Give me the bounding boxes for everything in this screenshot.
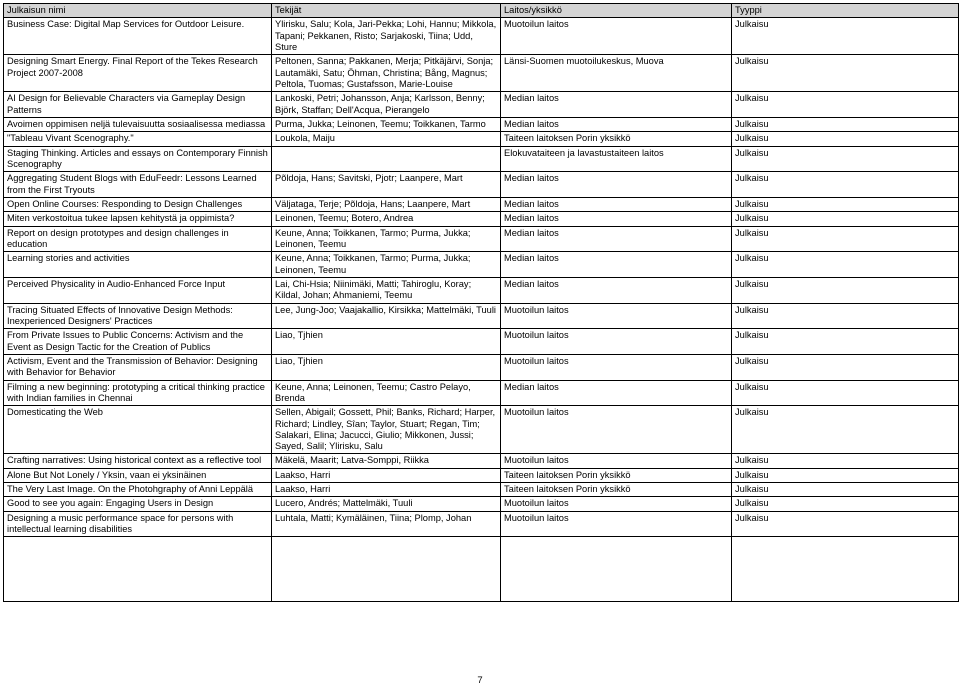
department-cell: Median laitos — [501, 117, 732, 131]
type-cell: Julkaisu — [732, 132, 959, 146]
authors-cell: Liao, Tjhien — [272, 354, 501, 380]
table-row — [4, 146, 959, 172]
table-row — [4, 172, 959, 198]
department-cell: Taiteen laitoksen Porin yksikkö — [501, 468, 732, 482]
department-cell: Median laitos — [501, 172, 732, 198]
type-cell: Julkaisu — [732, 197, 959, 211]
header-title: Julkaisun nimi — [4, 4, 272, 18]
page-number: 7 — [477, 675, 483, 686]
department-cell: Muotoilun laitos — [501, 18, 732, 55]
table-row — [4, 18, 959, 55]
authors-cell: Põldoja, Hans; Savitski, Pjotr; Laanpere, Mart — [272, 172, 501, 198]
department-cell: Muotoilun laitos — [501, 497, 732, 511]
type-cell — [732, 537, 959, 602]
type-cell: Julkaisu — [732, 277, 959, 303]
table-row — [4, 226, 959, 252]
title-cell: Activism, Event and the Transmission of Behavior: Designing with Behavior for Behavior — [4, 354, 272, 380]
table-row — [4, 537, 959, 602]
department-cell: Median laitos — [501, 252, 732, 278]
table-row — [4, 483, 959, 497]
title-cell: Aggregating Student Blogs with EduFeedr: Lessons Learned from the First Tryouts — [4, 172, 272, 198]
authors-cell: Mäkelä, Maarit; Latva-Somppi, Riikka — [272, 454, 501, 468]
title-cell: Avoimen oppimisen neljä tulevaisuutta sosiaalisessa mediassa — [4, 117, 272, 131]
authors-cell: Peltonen, Sanna; Pakkanen, Merja; Pitkäjärvi, Sonja; Lautamäki, Satu; Öhman, Christina; Bång, Magnus; Peltola, Tuomas; Gustafsson, Marie-Louise — [272, 55, 501, 92]
table-row — [4, 406, 959, 454]
authors-cell: Laakso, Harri — [272, 468, 501, 482]
table-row — [4, 92, 959, 118]
table-row — [4, 252, 959, 278]
type-cell: Julkaisu — [732, 380, 959, 406]
department-cell: Muotoilun laitos — [501, 454, 732, 468]
title-cell: Perceived Physicality in Audio-Enhanced Force Input — [4, 277, 272, 303]
title-cell: Learning stories and activities — [4, 252, 272, 278]
title-cell — [4, 537, 272, 602]
type-cell: Julkaisu — [732, 172, 959, 198]
authors-cell: Laakso, Harri — [272, 483, 501, 497]
department-cell: Elokuvataiteen ja lavastustaiteen laitos — [501, 146, 732, 172]
department-cell: Median laitos — [501, 380, 732, 406]
department-cell: Median laitos — [501, 277, 732, 303]
table-row — [4, 454, 959, 468]
table-row — [4, 468, 959, 482]
table-row — [4, 277, 959, 303]
title-cell: Designing Smart Energy. Final Report of the Tekes Research Project 2007-2008 — [4, 55, 272, 92]
table-row — [4, 55, 959, 92]
department-cell: Taiteen laitoksen Porin yksikkö — [501, 483, 732, 497]
table-header-row — [4, 4, 959, 18]
department-cell: Median laitos — [501, 92, 732, 118]
department-cell: Muotoilun laitos — [501, 303, 732, 329]
authors-cell: Sellen, Abigail; Gossett, Phil; Banks, Richard; Harper, Richard; Lindley, Sîan; Taylor, Stuart; Regan, Tim; Salakari, Elina; Jacucci, Giulio; Mikkonen, Jussi; Sayed, Salil; Ylirisku, Salu — [272, 406, 501, 454]
title-cell: Staging Thinking. Articles and essays on Contemporary Finnish Scenography — [4, 146, 272, 172]
authors-cell: Keune, Anna; Leinonen, Teemu; Castro Pelayo, Brenda — [272, 380, 501, 406]
table-row — [4, 132, 959, 146]
department-cell: Median laitos — [501, 212, 732, 226]
department-cell: Median laitos — [501, 197, 732, 211]
type-cell: Julkaisu — [732, 483, 959, 497]
type-cell: Julkaisu — [732, 146, 959, 172]
table-row — [4, 511, 959, 537]
authors-cell: Ylirisku, Salu; Kola, Jari-Pekka; Lohi, Hannu; Mikkola, Tapani; Pekkanen, Risto; Sarjakoski, Tiina; Udd, Sture — [272, 18, 501, 55]
authors-cell — [272, 146, 501, 172]
type-cell: Julkaisu — [732, 303, 959, 329]
department-cell: Länsi-Suomen muotoilukeskus, Muova — [501, 55, 732, 92]
type-cell: Julkaisu — [732, 497, 959, 511]
type-cell: Julkaisu — [732, 212, 959, 226]
authors-cell: Luhtala, Matti; Kymäläinen, Tiina; Plomp, Johan — [272, 511, 501, 537]
title-cell: From Private Issues to Public Concerns: Activism and the Event as Design Tactic for the Creation of Publics — [4, 329, 272, 355]
table-row — [4, 117, 959, 131]
title-cell: Alone But Not Lonely / Yksin, vaan ei yksinäinen — [4, 468, 272, 482]
authors-cell: Lankoski, Petri; Johansson, Anja; Karlsson, Benny; Björk, Staffan; Dell'Acqua, Pierangelo — [272, 92, 501, 118]
type-cell: Julkaisu — [732, 117, 959, 131]
type-cell: Julkaisu — [732, 92, 959, 118]
authors-cell: Leinonen, Teemu; Botero, Andrea — [272, 212, 501, 226]
authors-cell: Lucero, Andrés; Mattelmäki, Tuuli — [272, 497, 501, 511]
title-cell: Crafting narratives: Using historical context as a reflective tool — [4, 454, 272, 468]
title-cell: Report on design prototypes and design challenges in education — [4, 226, 272, 252]
type-cell: Julkaisu — [732, 55, 959, 92]
authors-cell: Keune, Anna; Toikkanen, Tarmo; Purma, Jukka; Leinonen, Teemu — [272, 226, 501, 252]
title-cell: Open Online Courses: Responding to Design Challenges — [4, 197, 272, 211]
title-cell: AI Design for Believable Characters via Gameplay Design Patterns — [4, 92, 272, 118]
authors-cell: Keune, Anna; Toikkanen, Tarmo; Purma, Jukka; Leinonen, Teemu — [272, 252, 501, 278]
department-cell: Muotoilun laitos — [501, 406, 732, 454]
type-cell: Julkaisu — [732, 354, 959, 380]
header-department: Laitos/yksikkö — [501, 4, 732, 18]
authors-cell: Purma, Jukka; Leinonen, Teemu; Toikkanen, Tarmo — [272, 117, 501, 131]
authors-cell: Loukola, Maiju — [272, 132, 501, 146]
title-cell: Miten verkostoitua tukee lapsen kehitystä ja oppimista? — [4, 212, 272, 226]
authors-cell: Lee, Jung-Joo; Vaajakallio, Kirsikka; Mattelmäki, Tuuli — [272, 303, 501, 329]
publications-table — [3, 3, 959, 602]
table-row — [4, 497, 959, 511]
type-cell: Julkaisu — [732, 468, 959, 482]
title-cell: Good to see you again: Engaging Users in Design — [4, 497, 272, 511]
title-cell: Tracing Situated Effects of Innovative Design Methods: Inexperienced Designers' Practices — [4, 303, 272, 329]
type-cell: Julkaisu — [732, 454, 959, 468]
type-cell: Julkaisu — [732, 329, 959, 355]
department-cell: Taiteen laitoksen Porin yksikkö — [501, 132, 732, 146]
authors-cell: Lai, Chi-Hsia; Niinimäki, Matti; Tahiroglu, Koray; Kildal, Johan; Ahmaniemi, Teemu — [272, 277, 501, 303]
type-cell: Julkaisu — [732, 226, 959, 252]
department-cell: Muotoilun laitos — [501, 329, 732, 355]
department-cell: Median laitos — [501, 226, 732, 252]
table-row — [4, 212, 959, 226]
authors-cell: Liao, Tjhien — [272, 329, 501, 355]
title-cell: Domesticating the Web — [4, 406, 272, 454]
type-cell: Julkaisu — [732, 511, 959, 537]
header-authors: Tekijät — [272, 4, 501, 18]
title-cell: Filming a new beginning: prototyping a critical thinking practice with Indian families in Chennai — [4, 380, 272, 406]
authors-cell: Väljataga, Terje; Põldoja, Hans; Laanpere, Mart — [272, 197, 501, 211]
department-cell: Muotoilun laitos — [501, 354, 732, 380]
header-type: Tyyppi — [732, 4, 959, 18]
department-cell — [501, 537, 732, 602]
authors-cell — [272, 537, 501, 602]
title-cell: Designing a music performance space for persons with intellectual learning disabilities — [4, 511, 272, 537]
title-cell: Business Case: Digital Map Services for Outdoor Leisure. — [4, 18, 272, 55]
type-cell: Julkaisu — [732, 18, 959, 55]
type-cell: Julkaisu — [732, 252, 959, 278]
title-cell: The Very Last Image. On the Photohgraphy of Anni Leppälä — [4, 483, 272, 497]
department-cell: Muotoilun laitos — [501, 511, 732, 537]
table-row — [4, 197, 959, 211]
table-row — [4, 354, 959, 380]
table-row — [4, 329, 959, 355]
title-cell: "Tableau Vivant Scenography." — [4, 132, 272, 146]
table-row — [4, 303, 959, 329]
type-cell: Julkaisu — [732, 406, 959, 454]
table-row — [4, 380, 959, 406]
